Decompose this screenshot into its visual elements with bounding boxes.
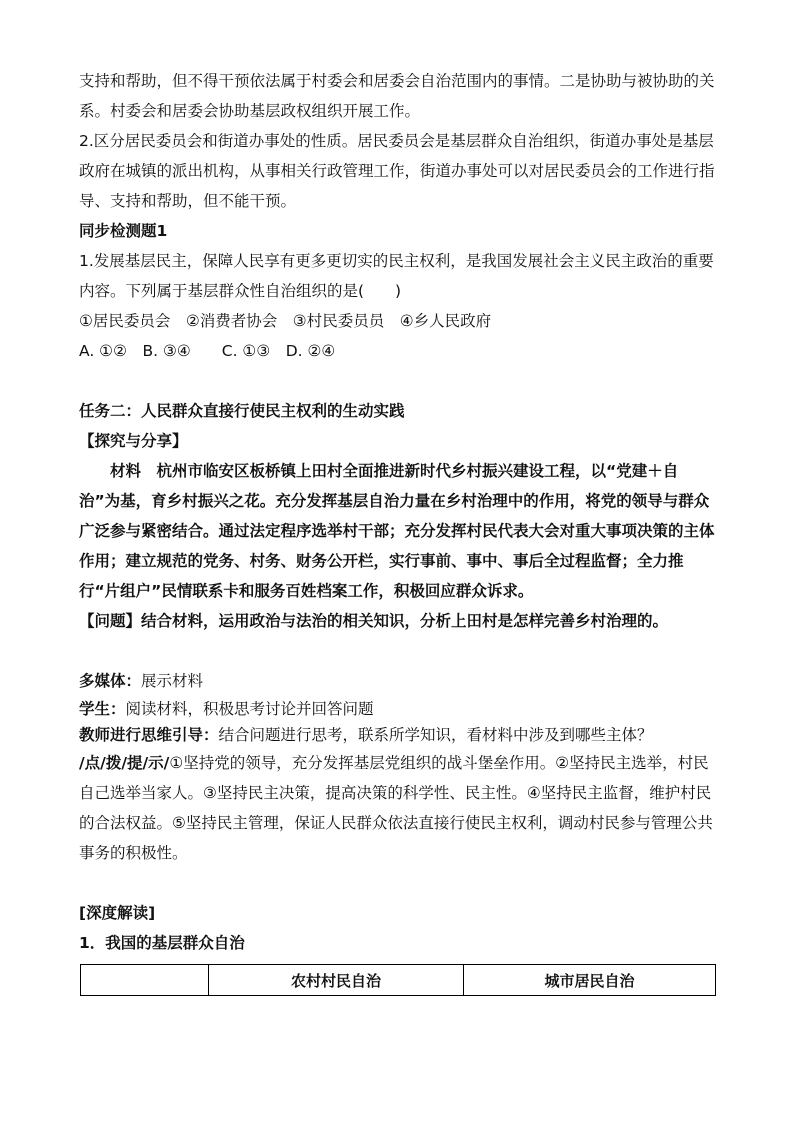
student-label: 学生： <box>79 700 126 718</box>
student-text: 阅读材料，积极思考讨论并回答问题 <box>125 700 374 718</box>
teacher-line <box>79 722 719 748</box>
quiz-items: ①居民委员会 ②消费者协会 ③村民委员员 ④乡人民政府 <box>79 312 492 330</box>
intro-paragraph-2: 2.区分居民委员会和街道办事处的性质。居民委员会是基层群众自治组织，街道办事处是基层政府在城镇的派出机构，从事相关行政管理工作，街道办事处可以对居民委员会的工作进行指导、支持和帮助，但不能干预。 <box>79 132 715 210</box>
table-header-urban: 城市居民自治 <box>464 965 716 996</box>
explore-heading: 【探究与分享】 <box>79 432 188 450</box>
media-text: 展示材料 <box>141 672 204 690</box>
deep-subheading: 1．我国的基层群众自治 <box>79 934 245 952</box>
teacher-text: 结合问题进行思考，联系所学知识，看材料中涉及到哪些主体？ <box>218 726 653 744</box>
task2-question: 【问题】结合材料，运用政治与法治的相关知识，分析上田村是怎样完善乡村治理的。 <box>79 612 669 630</box>
spacer <box>79 868 719 898</box>
document-body <box>79 66 719 996</box>
hint-label: /点/拨/提/示/ <box>79 754 170 772</box>
hint-text: ①坚持党的领导，充分发挥基层党组织的战斗堡垒作用。②坚持民主选举，村民自己选举当家人。③坚持民主决策，提高决策的科学性、民主性。④坚持民主监督，维护村民的合法权益。⑤坚持民主管理，保证人民群众依法直接行使民主权利，调动村民参与管理公共事务的积极性。 <box>79 754 713 862</box>
quiz-heading: 同步检测题1 <box>79 222 168 240</box>
media-label: 多媒体： <box>79 672 142 690</box>
teacher-label: 教师进行思维引导： <box>79 726 219 744</box>
table-header-blank <box>81 965 209 996</box>
task2-material: 材料 杭州市临安区板桥镇上田村全面推进新时代乡村振兴建设工程，以“党建＋自治”为基，育乡村振兴之花。充分发挥基层自治力量在乡村治理中的作用，将党的领导与群众广泛参与紧密结合。通过法定程序选举村干部；充分发挥村民代表大会对重大事项决策的主体作用；建立规范的党务、村务、财务公开栏，实行事前、事中、事后全过程监督；全力推行“片组户”民情联系卡和服务百姓档案工作，积极回应群众诉求。 <box>79 462 715 600</box>
intro-paragraph-1: 支持和帮助，但不得干预依法属于村委会和居委会自治范围内的事情。二是协助与被协助的关系。村委会和居委会协助基层政权组织开展工作。 <box>79 72 715 120</box>
autonomy-table <box>80 964 716 996</box>
student-line <box>79 696 719 722</box>
quiz-question: 1.发展基层民主，保障人民享有更多更切实的民主权利，是我国发展社会主义民主政治的重要内容。下列属于基层群众性自治组织的是( ) <box>79 252 714 300</box>
spacer <box>79 636 719 666</box>
table-row <box>81 965 716 996</box>
deep-heading: [深度解读] <box>79 904 156 922</box>
media-line <box>79 666 719 696</box>
table-header-rural: 农村村民自治 <box>209 965 464 996</box>
task2-heading: 任务二：人民群众直接行使民主权利的生动实践 <box>79 402 405 420</box>
hint-paragraph <box>79 748 719 868</box>
spacer <box>79 366 719 396</box>
quiz-answers: A. ①② B. ③④ C. ①③ D. ②④ <box>79 342 336 360</box>
